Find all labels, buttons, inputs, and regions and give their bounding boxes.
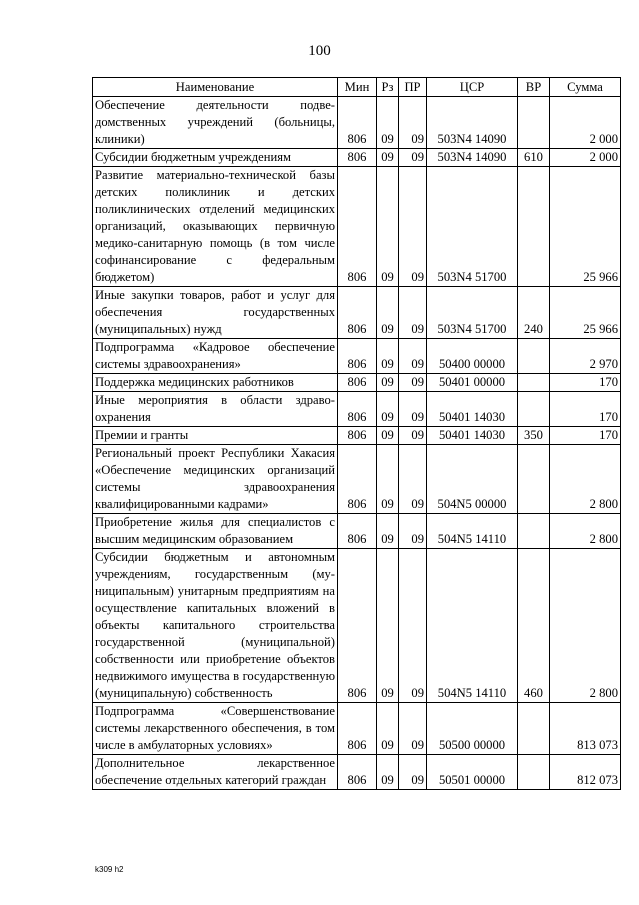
cell-name: Приобретение жилья для специалистов с высшим медицинским образованием: [93, 514, 338, 549]
cell-vr: [518, 514, 550, 549]
header-csr: ЦСР: [427, 78, 518, 97]
cell-min: 806: [338, 339, 377, 374]
cell-min: 806: [338, 97, 377, 149]
cell-csr: 503N4 51700: [427, 167, 518, 287]
cell-min: 806: [338, 514, 377, 549]
cell-sum: 170: [550, 392, 621, 427]
cell-sum: 2 000: [550, 97, 621, 149]
cell-name: Региональный проект Республики Хакасия «Обеспечение медицинских организаций системы здравоохранения квалифицированными кадрами»: [93, 445, 338, 514]
cell-pr: 09: [399, 514, 427, 549]
cell-csr: 50401 14030: [427, 392, 518, 427]
table-row: [93, 149, 621, 167]
cell-pr: 09: [399, 167, 427, 287]
cell-name: Иные закупки товаров, работ и услуг для обеспечения государственных (муниципальных) нужд: [93, 287, 338, 339]
cell-pr: 09: [399, 755, 427, 790]
cell-min: 806: [338, 149, 377, 167]
cell-csr: 503N4 14090: [427, 97, 518, 149]
header-pr: ПР: [399, 78, 427, 97]
cell-pr: 09: [399, 549, 427, 703]
cell-csr: 503N4 51700: [427, 287, 518, 339]
cell-pr: 09: [399, 97, 427, 149]
cell-name: Иные мероприятия в области здравоохранения: [93, 392, 338, 427]
cell-min: 806: [338, 427, 377, 445]
cell-sum: 2 970: [550, 339, 621, 374]
cell-vr: [518, 339, 550, 374]
table-row: [93, 755, 621, 790]
cell-min: 806: [338, 374, 377, 392]
header-rz: Рз: [377, 78, 399, 97]
cell-min: 806: [338, 703, 377, 755]
cell-rz: 09: [377, 445, 399, 514]
cell-name: Обеспечение деятельности подведомственных учреждений (больницы, клиники): [93, 97, 338, 149]
cell-sum: 2 800: [550, 445, 621, 514]
cell-rz: 09: [377, 374, 399, 392]
cell-csr: 504N5 14110: [427, 514, 518, 549]
cell-rz: 09: [377, 167, 399, 287]
cell-rz: 09: [377, 392, 399, 427]
cell-min: 806: [338, 445, 377, 514]
cell-vr: 460: [518, 549, 550, 703]
cell-csr: 50401 00000: [427, 374, 518, 392]
header-name: Наименование: [93, 78, 338, 97]
cell-pr: 09: [399, 445, 427, 514]
table-row: [93, 427, 621, 445]
cell-rz: 09: [377, 339, 399, 374]
budget-table: [92, 77, 621, 790]
cell-vr: [518, 755, 550, 790]
cell-name: Дополнительное лекарственное обеспечение отдельных категорий граждан: [93, 755, 338, 790]
cell-pr: 09: [399, 339, 427, 374]
cell-min: 806: [338, 287, 377, 339]
page-number: 100: [308, 43, 331, 59]
cell-name: Развитие материально-технической базы детских поликлиник и детских поликлинических отделений медицинских организаций, оказывающих первичную медико-санитарную помощь (в том числе софинансирование с федеральным бюджетом): [93, 167, 338, 287]
header-vr: ВР: [518, 78, 550, 97]
cell-csr: 50500 00000: [427, 703, 518, 755]
cell-sum: 25 966: [550, 167, 621, 287]
cell-sum: 813 073: [550, 703, 621, 755]
footer-code: k309 h2: [95, 865, 124, 874]
table-row: [93, 514, 621, 549]
cell-rz: 09: [377, 427, 399, 445]
cell-rz: 09: [377, 514, 399, 549]
cell-csr: 50401 14030: [427, 427, 518, 445]
cell-rz: 09: [377, 287, 399, 339]
cell-csr: 504N5 14110: [427, 549, 518, 703]
table-row: [93, 97, 621, 149]
table-header-row: [93, 78, 621, 97]
cell-rz: 09: [377, 755, 399, 790]
cell-csr: 504N5 00000: [427, 445, 518, 514]
cell-min: 806: [338, 755, 377, 790]
cell-vr: [518, 374, 550, 392]
table-row: [93, 374, 621, 392]
table-row: [93, 392, 621, 427]
cell-name: Подпрограмма «Совершенствование системы лекарственного обеспечения, в том числе в амбулаторных условиях»: [93, 703, 338, 755]
cell-rz: 09: [377, 149, 399, 167]
cell-min: 806: [338, 167, 377, 287]
cell-vr: 350: [518, 427, 550, 445]
cell-pr: 09: [399, 392, 427, 427]
cell-name: Поддержка медицинских работников: [93, 374, 338, 392]
cell-name: Подпрограмма «Кадровое обеспечение системы здравоохранения»: [93, 339, 338, 374]
cell-name: Субсидии бюджетным и автономным учреждениям, государственным (муниципальным) унитарным предприятиям на осуществление капитальных вложений в объекты капитального строительства государственной (муниципальной) собственности или приобретение объектов недвижимого имущества в государственную (муниципальную) собственность: [93, 549, 338, 703]
cell-pr: 09: [399, 149, 427, 167]
cell-vr: [518, 167, 550, 287]
cell-csr: 503N4 14090: [427, 149, 518, 167]
cell-vr: 240: [518, 287, 550, 339]
cell-pr: 09: [399, 287, 427, 339]
cell-sum: 25 966: [550, 287, 621, 339]
header-min: Мин: [338, 78, 377, 97]
cell-min: 806: [338, 392, 377, 427]
cell-rz: 09: [377, 97, 399, 149]
cell-name: Субсидии бюджетным учреждениям: [93, 149, 338, 167]
table-row: [93, 445, 621, 514]
cell-vr: [518, 445, 550, 514]
cell-vr: [518, 703, 550, 755]
cell-csr: 50400 00000: [427, 339, 518, 374]
cell-sum: 2 800: [550, 514, 621, 549]
cell-min: 806: [338, 549, 377, 703]
table-row: [93, 167, 621, 287]
cell-vr: [518, 97, 550, 149]
cell-sum: 812 073: [550, 755, 621, 790]
cell-sum: 170: [550, 427, 621, 445]
cell-pr: 09: [399, 374, 427, 392]
cell-sum: 170: [550, 374, 621, 392]
cell-pr: 09: [399, 703, 427, 755]
cell-csr: 50501 00000: [427, 755, 518, 790]
cell-sum: 2 000: [550, 149, 621, 167]
table-row: [93, 703, 621, 755]
cell-vr: [518, 392, 550, 427]
table-row: [93, 549, 621, 703]
cell-pr: 09: [399, 427, 427, 445]
header-sum: Сумма: [550, 78, 621, 97]
cell-vr: 610: [518, 149, 550, 167]
cell-rz: 09: [377, 703, 399, 755]
table-row: [93, 339, 621, 374]
cell-name: Премии и гранты: [93, 427, 338, 445]
table-row: [93, 287, 621, 339]
cell-rz: 09: [377, 549, 399, 703]
cell-sum: 2 800: [550, 549, 621, 703]
